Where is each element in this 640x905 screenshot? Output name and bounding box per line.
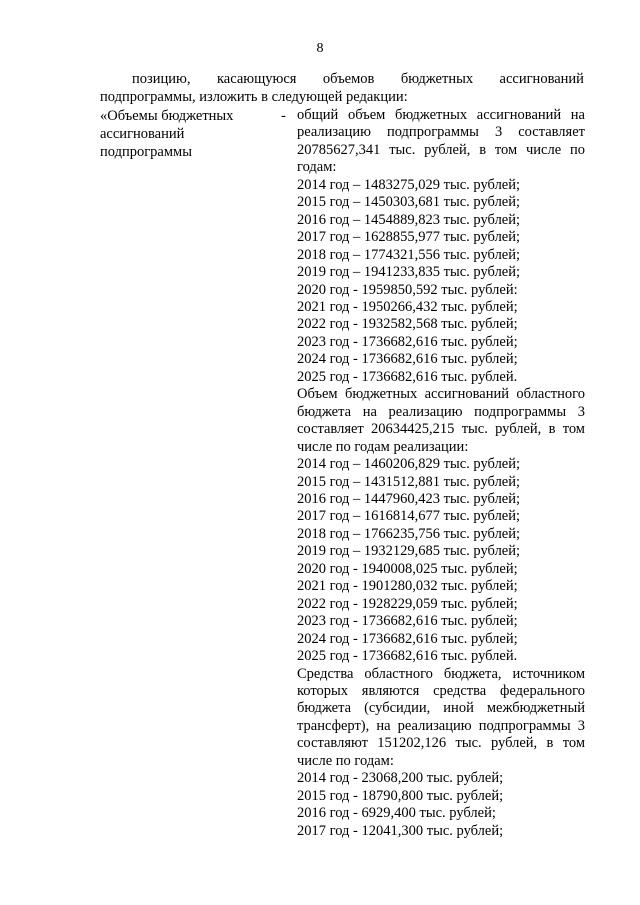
- position-label: [100, 107, 270, 161]
- intro-word: бюджетных: [400, 71, 474, 87]
- year-allocation: 2017 год – 1628855,977 тыс. рублей;: [297, 229, 521, 246]
- intro-word: объемов: [322, 71, 375, 87]
- year-allocation: 2015 год – 1450303,681 тыс. рублей;: [297, 194, 521, 211]
- year-allocation: 2017 год - 12041,300 тыс. рублей;: [297, 822, 504, 839]
- year-allocation: 2016 год - 6929,400 тыс. рублей;: [297, 805, 496, 822]
- year-allocation: 2014 год - 23068,200 тыс. рублей;: [297, 770, 504, 787]
- year-allocation: 2015 год – 1431512,881 тыс. рублей;: [297, 473, 521, 490]
- year-allocation: 2016 год – 1454889,823 тыс. рублей;: [297, 211, 521, 228]
- federal-funds-paragraph: Средства областного бюджета, источником которых являются средства федерального бюджета (субсидии, иной межбюджетный трансферт), на реализацию подпрограммы 3 составляют 151202,126 тыс. рублей, в том числе по годам:: [297, 665, 585, 769]
- year-allocation: 2017 год – 1616814,677 тыс. рублей;: [297, 508, 521, 525]
- regional-budget-paragraph: Объем бюджетных ассигнований областного бюджета на реализацию подпрограммы 3 составляет 20634425,215 тыс. рублей, в том числе по годам реализации:: [297, 386, 585, 455]
- intro-word: касающуюся: [216, 71, 297, 87]
- year-allocation: 2021 год - 1901280,032 тыс. рублей;: [297, 578, 518, 595]
- year-allocation: 2016 год – 1447960,423 тыс. рублей;: [297, 490, 521, 507]
- year-allocation: 2025 год - 1736682,616 тыс. рублей.: [297, 648, 518, 665]
- intro-word: позицию,: [132, 71, 191, 87]
- intro-line-2: подпрограммы, изложить в следующей редакции:: [100, 89, 408, 105]
- year-allocation: 2024 год - 1736682,616 тыс. рублей;: [297, 351, 518, 368]
- year-allocation: 2022 год - 1928229,059 тыс. рублей;: [297, 595, 518, 612]
- position-label-line: «Объемы бюджетных: [100, 108, 234, 124]
- intro-paragraph: [100, 70, 584, 106]
- year-allocation: 2019 год – 1941233,835 тыс. рублей;: [297, 264, 521, 281]
- regional-years-list: [297, 456, 585, 665]
- year-allocation: 2021 год - 1950266,432 тыс. рублей;: [297, 298, 518, 315]
- year-allocation: 2025 год - 1736682,616 тыс. рублей.: [297, 368, 518, 385]
- year-allocation: 2018 год – 1766235,756 тыс. рублей;: [297, 525, 521, 542]
- position-label-line: ассигнований: [100, 126, 185, 142]
- year-allocation: 2020 год - 1959850,592 тыс. рублей:: [297, 281, 518, 298]
- federal-years-list: [297, 770, 585, 840]
- intro-line-1: [100, 70, 584, 88]
- separator-dash: -: [281, 108, 286, 124]
- position-content: [297, 107, 585, 840]
- page-number: 8: [316, 41, 324, 56]
- year-allocation: 2023 год - 1736682,616 тыс. рублей;: [297, 333, 518, 350]
- year-allocation: 2022 год - 1932582,568 тыс. рублей;: [297, 316, 518, 333]
- year-allocation: 2015 год - 18790,800 тыс. рублей;: [297, 787, 504, 804]
- year-allocation: 2020 год - 1940008,025 тыс. рублей;: [297, 560, 518, 577]
- position-label-line: подпрограммы: [100, 144, 192, 160]
- intro-word: ассигнований: [499, 71, 584, 87]
- year-allocation: 2018 год – 1774321,556 тыс. рублей;: [297, 246, 521, 263]
- year-allocation: 2014 год – 1460206,829 тыс. рублей;: [297, 456, 521, 473]
- year-allocation: 2023 год - 1736682,616 тыс. рублей;: [297, 613, 518, 630]
- year-allocation: 2024 год - 1736682,616 тыс. рублей;: [297, 630, 518, 647]
- total-years-list: [297, 177, 585, 386]
- year-allocation: 2014 год – 1483275,029 тыс. рублей;: [297, 176, 521, 193]
- year-allocation: 2019 год – 1932129,685 тыс. рублей;: [297, 543, 521, 560]
- total-budget-paragraph: общий объем бюджетных ассигнований на реализацию подпрограммы 3 составляет 20785627,341 тыс. рублей, в том числе по годам:: [297, 107, 585, 176]
